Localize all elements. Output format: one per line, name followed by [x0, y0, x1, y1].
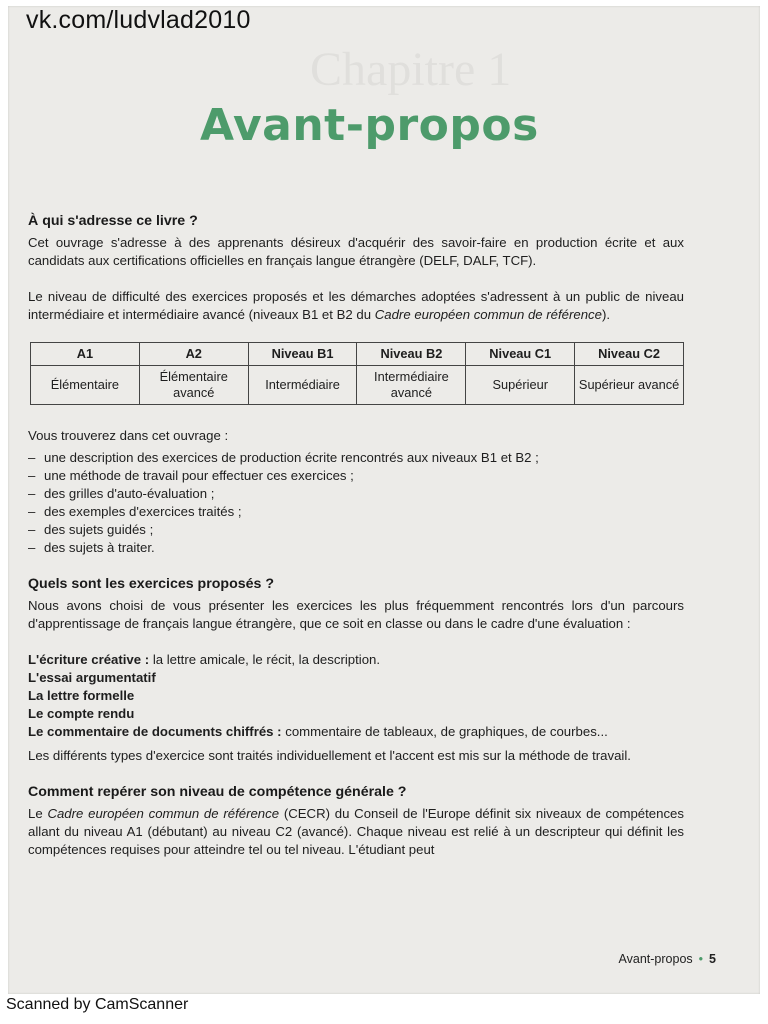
watermark-url: vk.com/ludvlad2010: [26, 6, 251, 34]
page-title: Avant-propos: [200, 100, 539, 151]
levels-header-row: [31, 343, 684, 366]
list-item: – des sujets à traiter.: [28, 539, 684, 557]
list-item: – des exemples d'exercices traités ;: [28, 503, 684, 521]
footer-separator: •: [698, 952, 704, 966]
level-header: Niveau B2: [357, 343, 466, 366]
levels-table: [30, 342, 684, 405]
level-header: A2: [139, 343, 248, 366]
level-header: Niveau C2: [575, 343, 684, 366]
level-header: Niveau C1: [466, 343, 575, 366]
list-item: – des sujets guidés ;: [28, 521, 684, 539]
level-description: Supérieur avancé: [575, 366, 684, 405]
footer-label: Avant-propos: [618, 952, 693, 966]
list-item: [28, 669, 684, 687]
level-header: Niveau B1: [248, 343, 357, 366]
exercise-type-name: Le compte rendu: [28, 706, 135, 721]
audience-paragraph: Cet ouvrage s'adresse à des apprenants désireux d'acquérir des savoir-faire en production écrite et aux candidats aux certifications officielles en français langue étrangère (DELF, DALF, TCF).: [28, 235, 684, 268]
level-text-start: Le: [28, 806, 48, 821]
exercises-closing-paragraph: Les différents types d'exercice sont traités individuellement et l'accent est mis sur la méthode de travail.: [28, 748, 631, 763]
difficulty-text-end: ).: [602, 307, 611, 322]
list-item: [28, 723, 684, 741]
levels-description-row: [31, 366, 684, 405]
list-item: – une méthode de travail pour effectuer ces exercices ;: [28, 467, 684, 485]
list-item: [28, 705, 684, 723]
exercise-type-name: Le commentaire de documents chiffrés :: [28, 724, 282, 739]
contents-list: [28, 449, 684, 557]
list-item: [28, 687, 684, 705]
level-text-end: (CECR) du Conseil de l'Europe définit six niveaux de compétences allant du niveau A1 (débutant) au niveau C2 (avancé). Chaque niveau est relié à un descripteur qui définit les compétences requises pour atteindre tel ou tel niveau. L'étudiant peut: [28, 806, 684, 857]
level-description: Intermédiaire: [248, 366, 357, 405]
difficulty-text-start: Le niveau de difficulté des exercices proposés et les démarches adoptées s'adressent à un public de niveau intermédiaire et intermédiaire avancé (niveaux B1 et B2 du: [28, 289, 684, 322]
difficulty-paragraph: [28, 288, 684, 324]
exercise-type-name: La lettre formelle: [28, 688, 135, 703]
section-heading-level: Comment repérer son niveau de compétence générale ?: [28, 784, 407, 800]
ghost-background-text: Chapitre 1: [310, 43, 512, 96]
main-content: [28, 212, 684, 859]
level-description: Élémentaire: [31, 366, 140, 405]
page-footer: [619, 952, 716, 966]
level-description: Élémentaire avancé: [139, 366, 248, 405]
exercise-type-name: L'écriture créative :: [28, 652, 150, 667]
exercise-types-list: [28, 651, 684, 741]
scanner-note: Scanned by CamScanner: [6, 996, 189, 1013]
level-paragraph: [28, 805, 684, 859]
list-item: – une description des exercices de production écrite rencontrés aux niveaux B1 et B2 ;: [28, 449, 684, 467]
contents-intro: Vous trouverez dans cet ouvrage :: [28, 428, 229, 443]
difficulty-text-italic: Cadre européen commun de référence: [374, 307, 602, 322]
section-heading-exercises: Quels sont les exercices proposés ?: [28, 576, 275, 592]
list-item: [28, 651, 684, 669]
exercise-type-detail: la lettre amicale, le récit, la description.: [149, 652, 381, 667]
section-heading-audience: À qui s'adresse ce livre ?: [28, 213, 198, 229]
exercises-paragraph: Nous avons choisi de vous présenter les exercices les plus fréquemment rencontrés lors d'un parcours d'apprentissage de français langue étrangère, que ce soit en classe ou dans le cadre d'une évaluation :: [28, 598, 684, 631]
exercise-type-name: L'essai argumentatif: [28, 670, 156, 685]
level-text-italic: Cadre européen commun de référence: [47, 806, 280, 821]
page-number: 5: [709, 952, 716, 966]
list-item: – des grilles d'auto-évaluation ;: [28, 485, 684, 503]
level-header: A1: [31, 343, 140, 366]
level-description: Supérieur: [466, 366, 575, 405]
exercise-type-detail: commentaire de tableaux, de graphiques, de courbes...: [281, 724, 608, 739]
level-description: Intermédiaire avancé: [357, 366, 466, 405]
